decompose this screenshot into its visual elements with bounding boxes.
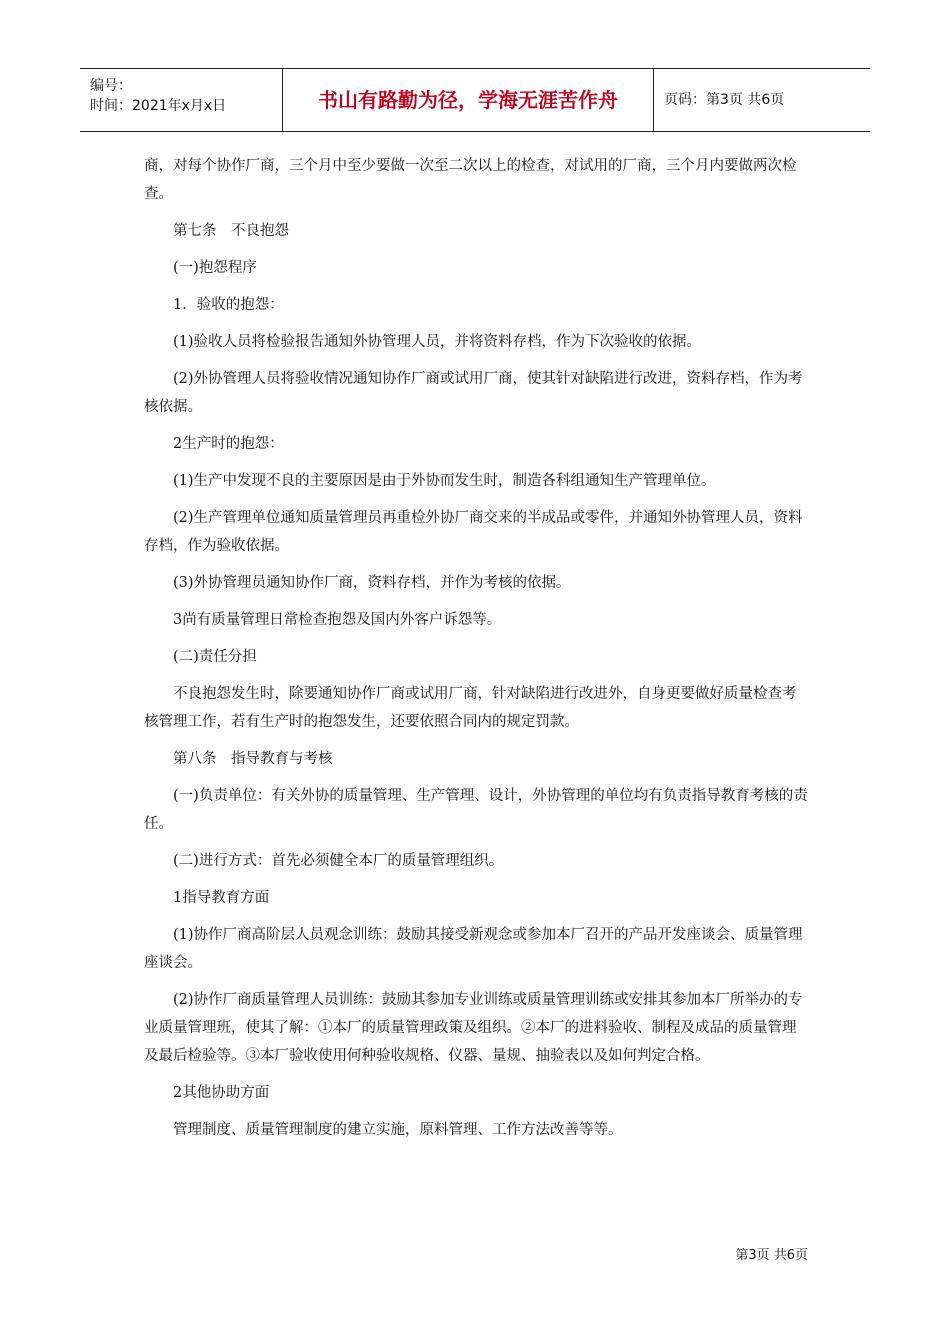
paragraph: (二)进行方式：首先必须健全本厂的质量管理组织。 bbox=[173, 853, 504, 869]
subheading: (二)责任分担 bbox=[173, 649, 257, 665]
paragraph: 不良抱怨发生时，除要通知协作厂商或试用厂商，针对缺陷进行改进外，自身更要做好质量检查考核管理工作，若有生产时的抱怨发生，还要依照合同内的规定罚款。 bbox=[144, 686, 797, 730]
paragraph: (2)协作厂商质量管理人员训练：鼓励其参加专业训练或质量管理训练或安排其参加本厂所举办的专业质量管理班，使其了解：①本厂的质量管理政策及组织。②本厂的进料验收、制程及成品的质量管理及最后检验等。③本厂验收使用何种验收规格、仪器、量规、抽验表以及如何判定合格。 bbox=[144, 992, 803, 1064]
section-heading: 第七条 不良抱怨 bbox=[173, 223, 289, 239]
paragraph: 3尚有质量管理日常检查抱怨及国内外客户诉怨等。 bbox=[173, 612, 502, 628]
paragraph: (1)协作厂商高阶层人员观念训练：鼓励其接受新观念或参加本厂召开的产品开发座谈会、质量管理座谈会。 bbox=[144, 927, 803, 971]
subheading: (一)抱怨程序 bbox=[173, 260, 257, 276]
subheading: 2其他协助方面 bbox=[173, 1085, 270, 1101]
page-header bbox=[80, 68, 870, 132]
paragraph: 管理制度、质量管理制度的建立实施，原料管理、工作方法改善等等。 bbox=[173, 1122, 623, 1138]
paragraph: (2)外协管理人员将验收情况通知协作厂商或试用厂商，使其针对缺陷进行改进，资料存档，作为考核依据。 bbox=[144, 371, 803, 415]
subheading: 1．验收的抱怨： bbox=[173, 297, 284, 313]
paragraph: (1)验收人员将检验报告通知外协管理人员，并将资料存档，作为下次验收的依据。 bbox=[173, 334, 702, 350]
subheading: 2生产时的抱怨： bbox=[173, 436, 284, 452]
header-page-code: 页码：第3页 共6页 bbox=[664, 92, 785, 108]
doc-time-label: 时间：2021年x月x日 bbox=[90, 98, 227, 114]
doc-number-label: 编号： bbox=[90, 78, 132, 94]
paragraph: (一)负责单位：有关外协的质量管理、生产管理、设计，外协管理的单位均有负责指导教育考核的责任。 bbox=[144, 788, 808, 832]
page-footer: 第3页 共6页 bbox=[735, 1248, 808, 1263]
subheading: 1指导教育方面 bbox=[173, 890, 270, 906]
section-heading: 第八条 指导教育与考核 bbox=[173, 751, 333, 767]
paragraph: (1)生产中发现不良的主要原因是由于外协而发生时，制造各科组通知生产管理单位。 bbox=[173, 473, 716, 489]
paragraph: 商，对每个协作厂商，三个月中至少要做一次至二次以上的检查，对试用的厂商，三个月内要做两次检查。 bbox=[144, 158, 797, 202]
header-meta bbox=[80, 69, 283, 131]
document-body bbox=[144, 152, 808, 1153]
header-motto: 书山有路勤为径，学海无涯苦作舟 bbox=[283, 69, 654, 131]
paragraph: (3)外协管理员通知协作厂商，资料存档，并作为考核的依据。 bbox=[173, 575, 571, 591]
paragraph: (2)生产管理单位通知质量管理员再重检外协厂商交来的半成品或零件，并通知外协管理人员，资料存档，作为验收依据。 bbox=[144, 510, 803, 554]
